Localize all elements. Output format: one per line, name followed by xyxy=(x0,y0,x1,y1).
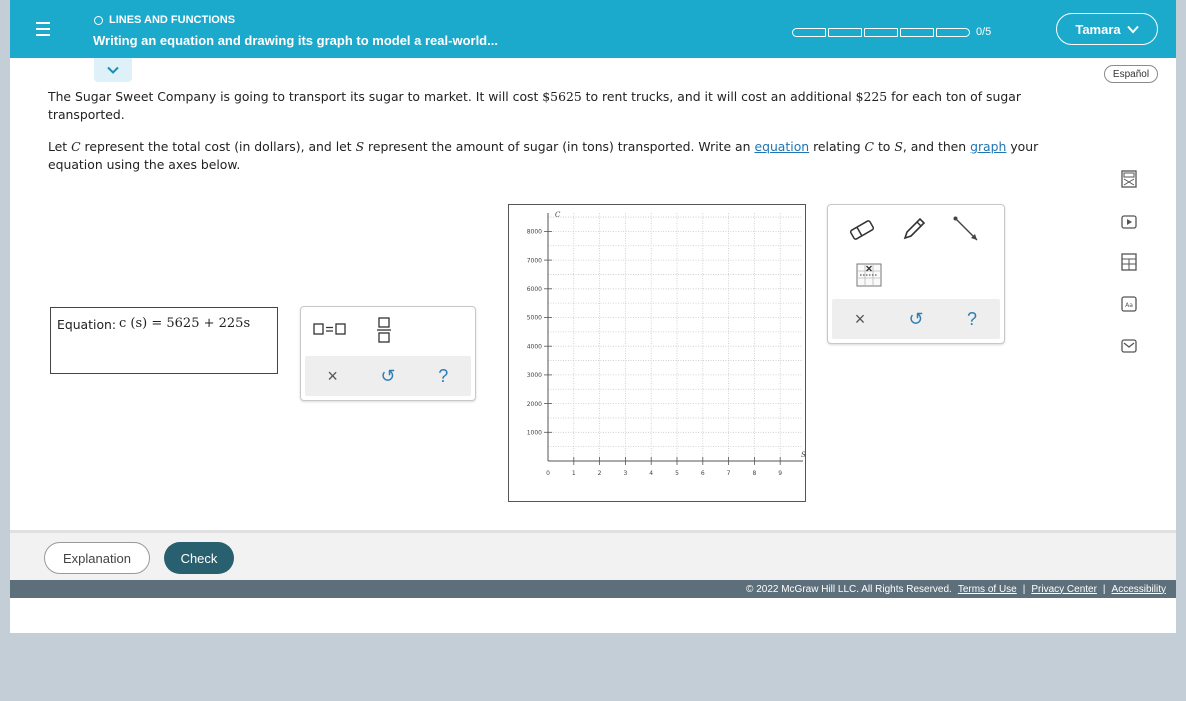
terms-link[interactable]: Terms of Use xyxy=(957,583,1017,595)
separator: | xyxy=(1102,583,1106,595)
y-tick-label: 7000 xyxy=(526,257,542,265)
calculator-icon[interactable] xyxy=(1120,170,1138,188)
graph-palette-controls xyxy=(832,299,1000,339)
clear-button[interactable]: × xyxy=(854,308,866,329)
ton-cost: $225 xyxy=(855,89,888,104)
copyright-line xyxy=(10,580,1166,598)
variable-c: C xyxy=(864,139,874,154)
variable-c: C xyxy=(71,139,81,154)
svg-text:Aa: Aa xyxy=(1125,302,1133,309)
problem-text: for each ton of sugar xyxy=(887,89,1021,104)
equation-palette xyxy=(300,306,476,401)
mail-icon[interactable] xyxy=(1120,337,1138,355)
chevron-down-icon xyxy=(107,66,119,74)
line-tool-icon[interactable] xyxy=(952,215,980,243)
x-tick-label: 7 xyxy=(726,470,731,477)
graph-canvas[interactable] xyxy=(509,205,805,501)
progress-segment xyxy=(828,28,862,37)
collapse-header-button[interactable] xyxy=(94,58,132,82)
app-window xyxy=(10,0,1176,633)
topic-text: LINES AND FUNCTIONS xyxy=(109,14,236,26)
problem-text: transported. xyxy=(48,107,125,122)
y-tick-label: 8000 xyxy=(526,228,542,236)
graph-tool-palette xyxy=(827,204,1005,344)
x-tick-label: 5 xyxy=(675,470,679,477)
problem-text: Let xyxy=(48,139,72,154)
clear-button[interactable]: × xyxy=(327,365,338,386)
point-grid-icon[interactable] xyxy=(856,263,882,287)
fraction-template-icon[interactable] xyxy=(377,317,391,343)
privacy-link[interactable]: Privacy Center xyxy=(1031,583,1097,595)
y-tick-label: 1000 xyxy=(526,429,542,437)
status-ring-icon xyxy=(94,16,103,25)
variable-s: S xyxy=(355,139,365,154)
x-tick-label: 8 xyxy=(752,470,757,477)
problem-text: equation using the axes below. xyxy=(48,157,241,172)
progress-segment xyxy=(792,28,826,37)
equation-answer-box[interactable] xyxy=(50,307,278,374)
progress-segment xyxy=(864,28,898,37)
graph-area[interactable] xyxy=(508,204,806,502)
equation-palette-controls xyxy=(305,356,471,396)
y-tick-label: 4000 xyxy=(526,343,542,351)
x-tick-label: 9 xyxy=(778,470,783,477)
equation-link[interactable]: equation xyxy=(754,139,810,154)
problem-text: your xyxy=(1006,139,1039,154)
topic-label xyxy=(94,14,235,26)
y-tick-label: 2000 xyxy=(526,400,542,408)
undo-button[interactable]: ↺ xyxy=(380,365,396,386)
problem-text: The Sugar Sweet Company is going to transport its sugar to market. It will cost xyxy=(48,89,543,104)
user-menu-button[interactable] xyxy=(1056,13,1158,45)
explanation-button[interactable]: Explanation xyxy=(44,542,150,574)
progress-count: 0/5 xyxy=(976,26,992,38)
problem-text: represent the total cost (in dollars), and let xyxy=(80,139,356,154)
x-tick-label: 2 xyxy=(597,470,602,477)
y-axis-label: C xyxy=(555,211,561,219)
x-tick-label: 3 xyxy=(623,470,628,477)
check-button[interactable]: Check xyxy=(164,542,234,574)
y-tick-label: 6000 xyxy=(526,286,542,293)
chevron-down-icon xyxy=(1127,25,1139,34)
problem-text: represent the amount of sugar (in tons) transported. Write an xyxy=(364,139,755,154)
espanol-button[interactable]: Español xyxy=(1104,65,1158,83)
problem-text: to rent trucks, and it will cost an additional xyxy=(581,89,856,104)
menu-icon[interactable] xyxy=(36,22,50,38)
y-tick-label: 5000 xyxy=(526,314,542,322)
graph-link[interactable]: graph xyxy=(970,139,1007,154)
problem-paragraph-2 xyxy=(48,138,1088,174)
progress-segment xyxy=(900,28,934,37)
x-tick-label: 1 xyxy=(571,470,576,477)
progress-segment xyxy=(936,28,970,37)
accessibility-link[interactable]: Accessibility xyxy=(1111,583,1166,595)
progress-bar xyxy=(792,26,991,38)
user-name: Tamara xyxy=(1075,21,1121,37)
y-tick-label: 3000 xyxy=(526,372,542,380)
x-tick-label: 4 xyxy=(649,470,654,477)
pencil-icon[interactable] xyxy=(900,215,928,243)
header-bar xyxy=(10,0,1176,58)
text-size-icon[interactable] xyxy=(1120,295,1138,313)
help-button[interactable]: ? xyxy=(966,308,977,329)
equals-template-icon[interactable] xyxy=(313,321,347,337)
problem-paragraph-1 xyxy=(48,88,1088,124)
equation-label: Equation: xyxy=(57,317,117,332)
rent-cost: $5625 xyxy=(542,89,582,104)
undo-button[interactable]: ↺ xyxy=(908,308,924,329)
x-axis-label: S xyxy=(801,451,806,459)
grid-tool-icon[interactable] xyxy=(1120,253,1138,271)
variable-s: S xyxy=(894,139,903,154)
problem-text: , and then xyxy=(902,139,971,154)
copyright-text: © 2022 McGraw Hill LLC. All Rights Reserved. xyxy=(746,583,952,595)
x-tick-label: 6 xyxy=(700,470,705,477)
eraser-icon[interactable] xyxy=(848,219,876,241)
video-play-icon[interactable] xyxy=(1120,213,1138,231)
help-button[interactable]: ? xyxy=(438,365,449,386)
page-title: Writing an equation and drawing its graph to model a real-world... xyxy=(93,33,498,48)
separator: | xyxy=(1022,583,1026,595)
problem-text: to xyxy=(874,139,895,154)
problem-text: relating xyxy=(809,139,865,154)
origin-label: 0 xyxy=(546,470,550,477)
equation-input-value[interactable]: c (s) = 5625 + 225s xyxy=(119,316,251,331)
